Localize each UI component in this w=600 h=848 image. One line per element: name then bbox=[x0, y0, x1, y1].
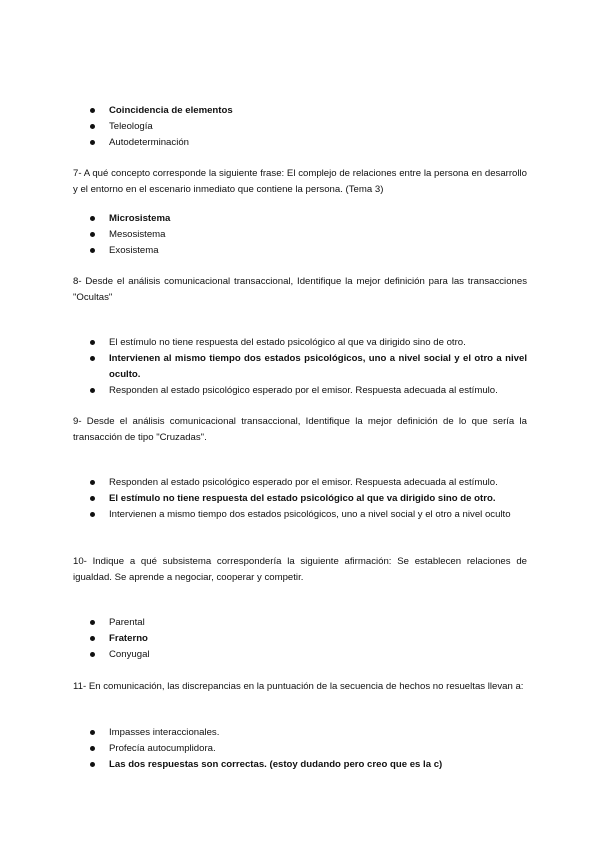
question-text: 8- Desde el análisis comunicacional transaccional, Identifique la mejor definición para las transacciones "Ocultas" bbox=[73, 276, 527, 303]
bullet-icon bbox=[90, 388, 95, 393]
list-item bbox=[73, 507, 527, 523]
option-text: Microsistema bbox=[109, 213, 171, 224]
list-item bbox=[73, 757, 527, 773]
q10-options-block bbox=[73, 615, 527, 663]
bullet-icon bbox=[90, 108, 95, 113]
q7-options bbox=[73, 211, 527, 259]
list-item bbox=[73, 615, 527, 631]
list-item bbox=[73, 351, 527, 383]
q11-options-block bbox=[73, 725, 527, 773]
bullet-icon bbox=[90, 730, 95, 735]
q11-options bbox=[73, 725, 527, 773]
bullet-icon bbox=[90, 762, 95, 767]
bullet-icon bbox=[90, 480, 95, 485]
list-item bbox=[73, 475, 527, 491]
option-text: Profecía autocumplidora. bbox=[109, 743, 216, 754]
q7-block bbox=[73, 166, 527, 198]
question-text: 7- A qué concepto corresponde la siguiente frase: El complejo de relaciones entre la persona en desarrollo y el entorno en el escenario inmediato que contiene la persona. (Tema 3) bbox=[73, 168, 527, 195]
option-text: Intervienen al mismo tiempo dos estados psicológicos, uno a nivel social y el otro a nivel oculto. bbox=[109, 353, 527, 380]
list-item bbox=[73, 211, 527, 227]
list-item bbox=[73, 741, 527, 757]
bullet-icon bbox=[90, 356, 95, 361]
question-text: 11- En comunicación, las discrepancias en la puntuación de la secuencia de hechos no resueltas llevan a: bbox=[73, 681, 524, 692]
list-item bbox=[73, 491, 527, 507]
list-item bbox=[73, 103, 527, 119]
bullet-icon bbox=[90, 140, 95, 145]
list-item bbox=[73, 335, 527, 351]
option-text: El estímulo no tiene respuesta del estado psicológico al que va dirigido sino de otro. bbox=[109, 337, 466, 348]
option-text: Conyugal bbox=[109, 649, 150, 660]
list-item bbox=[73, 725, 527, 741]
option-text: Coincidencia de elementos bbox=[109, 105, 233, 116]
q9-options-block bbox=[73, 475, 527, 523]
option-text: Responden al estado psicológico esperado por el emisor. Respuesta adecuada al estímulo. bbox=[109, 477, 498, 488]
option-text: Parental bbox=[109, 617, 145, 628]
list-item bbox=[73, 631, 527, 647]
bullet-icon bbox=[90, 746, 95, 751]
bullet-icon bbox=[90, 340, 95, 345]
q8-options bbox=[73, 335, 527, 399]
q8-block bbox=[73, 274, 527, 306]
list-item bbox=[73, 227, 527, 243]
option-text: Autodeterminación bbox=[109, 137, 189, 148]
option-text: Mesosistema bbox=[109, 229, 166, 240]
option-text: El estímulo no tiene respuesta del estado psicológico al que va dirigido sino de otro. bbox=[109, 493, 496, 504]
option-text: Las dos respuestas son correctas. (estoy dudando pero creo que es la c) bbox=[109, 759, 443, 770]
bullet-icon bbox=[90, 512, 95, 517]
option-text: Teleología bbox=[109, 121, 153, 132]
list-item bbox=[73, 243, 527, 259]
list-item bbox=[73, 383, 527, 399]
bullet-icon bbox=[90, 124, 95, 129]
list-item bbox=[73, 647, 527, 663]
q10-block bbox=[73, 554, 527, 586]
bullet-icon bbox=[90, 620, 95, 625]
q9-options bbox=[73, 475, 527, 523]
bullet-icon bbox=[90, 248, 95, 253]
option-text: Responden al estado psicológico esperado por el emisor. Respuesta adecuada al estímulo. bbox=[109, 385, 498, 396]
bullet-icon bbox=[90, 496, 95, 501]
q9-block bbox=[73, 414, 527, 446]
option-text: Intervienen a mismo tiempo dos estados psicológicos, uno a nivel social y el otro a nivel oculto bbox=[109, 509, 511, 520]
q6-block bbox=[73, 103, 527, 151]
option-text: Fraterno bbox=[109, 633, 148, 644]
bullet-icon bbox=[90, 652, 95, 657]
bullet-icon bbox=[90, 636, 95, 641]
bullet-icon bbox=[90, 216, 95, 221]
q7-options-block bbox=[73, 211, 527, 259]
q10-options bbox=[73, 615, 527, 663]
q8-options-block bbox=[73, 335, 527, 399]
option-text: Exosistema bbox=[109, 245, 159, 256]
question-text: 10- Indique a qué subsistema correspondería la siguiente afirmación: Se establecen relaciones de igualdad. Se aprende a negociar, cooperar y competir. bbox=[73, 556, 527, 583]
option-text: Impasses interaccionales. bbox=[109, 727, 220, 738]
question-text: 9- Desde el análisis comunicacional transaccional, Identifique la mejor definición de lo que sería la transacción de tipo "Cruzadas". bbox=[73, 416, 527, 443]
bullet-icon bbox=[90, 232, 95, 237]
q6-options bbox=[73, 103, 527, 151]
list-item bbox=[73, 119, 527, 135]
list-item bbox=[73, 135, 527, 151]
q11-block bbox=[73, 679, 527, 695]
